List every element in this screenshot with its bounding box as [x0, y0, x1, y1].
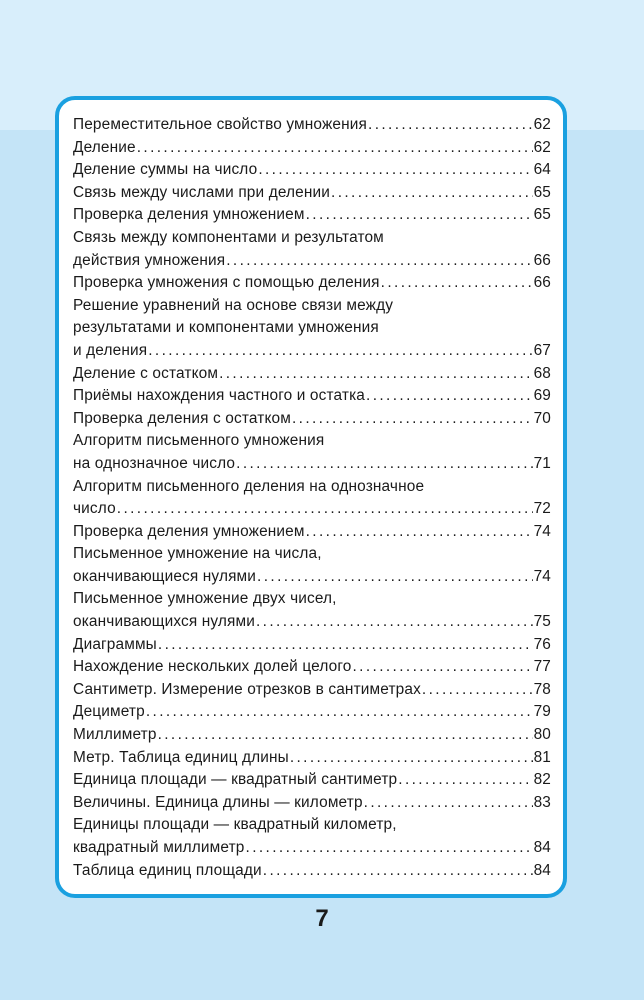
dot-leader — [146, 701, 533, 724]
toc-entry-page: 78 — [533, 680, 551, 698]
toc-entry-title: и деления — [73, 341, 148, 359]
toc-entry-title: число — [73, 500, 116, 518]
toc-entry-title: Связь между числами при делении — [73, 183, 331, 201]
toc-entry-title: Метр. Таблица единиц длины — [73, 748, 289, 766]
toc-entry-page: 66 — [533, 251, 551, 269]
dot-leader — [290, 747, 533, 770]
dot-leader — [158, 634, 533, 657]
toc-entry-row — [73, 679, 551, 702]
toc-entry-title: Единица площади — квадратный сантиметр — [73, 771, 398, 789]
toc-entry-title: Проверка деления умножением — [73, 522, 305, 540]
toc-entry-row — [73, 611, 551, 634]
dot-leader — [366, 385, 533, 408]
toc-entry-page: 65 — [533, 206, 551, 224]
toc-entry — [73, 814, 551, 859]
toc-entry-page: 77 — [533, 658, 551, 676]
dot-leader — [257, 566, 533, 589]
toc-entry-title: Переместительное свойство умножения — [73, 116, 368, 133]
toc-entry-row — [73, 837, 551, 860]
dot-leader — [292, 408, 533, 431]
toc-entry — [73, 227, 551, 272]
toc-entry — [73, 159, 551, 182]
dot-leader — [158, 724, 533, 747]
toc-entry-page: 84 — [533, 861, 551, 879]
dot-leader — [398, 769, 532, 792]
toc-entry-title: Миллиметр — [73, 726, 157, 744]
toc-entry — [73, 724, 551, 747]
toc-entry-title: Деление — [73, 138, 136, 156]
toc-entry — [73, 137, 551, 160]
toc-entry-row — [73, 724, 551, 747]
toc-entry-row — [73, 521, 551, 544]
dot-leader — [306, 521, 533, 544]
toc-entry — [73, 792, 551, 815]
toc-entry-row — [73, 747, 551, 770]
toc-entry-row — [73, 408, 551, 431]
toc-entry-row — [73, 363, 551, 386]
toc-entry — [73, 385, 551, 408]
dot-leader — [364, 792, 533, 815]
toc-entry-title: оканчивающиеся нулями — [73, 567, 257, 585]
toc-entry-title: Диаграммы — [73, 635, 157, 653]
toc-entry-title-line: Письменное умножение на числа, — [73, 545, 322, 563]
toc-entry-title-line: Алгоритм письменного деления на однозначное — [73, 477, 425, 495]
dot-leader — [219, 363, 533, 386]
toc-entry — [73, 430, 551, 475]
toc-entry-page: 65 — [533, 183, 551, 201]
toc-entry-row — [73, 204, 551, 227]
dot-leader — [256, 611, 533, 634]
table-of-contents — [73, 114, 551, 882]
toc-entry-page: 80 — [533, 726, 551, 744]
dot-leader — [422, 679, 533, 702]
toc-entry-row — [73, 453, 551, 476]
toc-entry-title-line: результатами и компонентами умножения — [73, 319, 379, 337]
toc-entry-page: 74 — [533, 567, 551, 585]
dot-leader — [246, 837, 533, 860]
toc-entry-page: 79 — [533, 703, 551, 721]
toc-entry-row — [73, 792, 551, 815]
toc-entry-title: оканчивающихся нулями — [73, 613, 255, 631]
toc-entry — [73, 588, 551, 633]
dot-leader — [226, 250, 532, 273]
toc-entry-page: 72 — [533, 500, 551, 518]
toc-entry-title: Приёмы нахождения частного и остатка — [73, 387, 366, 405]
toc-entry-title: Сантиметр. Измерение отрезков в сантиметрах — [73, 680, 421, 698]
dot-leader — [263, 860, 533, 883]
toc-entry-row — [73, 182, 551, 205]
toc-entry-title: Таблица единиц площади — [73, 861, 262, 879]
toc-entry-title-line: Алгоритм письменного умножения — [73, 432, 325, 450]
toc-entry-row — [73, 340, 551, 363]
toc-entry-row — [73, 137, 551, 160]
toc-entry — [73, 521, 551, 544]
toc-entry — [73, 182, 551, 205]
toc-entry-page: 68 — [533, 364, 551, 382]
toc-entry-row — [73, 114, 551, 137]
toc-entry-title: Деление суммы на число — [73, 161, 258, 179]
toc-entry-page: 81 — [533, 748, 551, 766]
toc-entry — [73, 701, 551, 724]
dot-leader — [236, 453, 532, 476]
toc-entry-title: на однозначное число — [73, 454, 236, 472]
toc-entry-title: Величины. Единица длины — километр — [73, 793, 363, 811]
toc-entry-title: Дециметр — [73, 703, 145, 721]
toc-entry-title: Проверка деления умножением — [73, 206, 305, 224]
toc-entry-page: 62 — [533, 138, 551, 156]
dot-leader — [368, 114, 533, 137]
toc-entry — [73, 363, 551, 386]
toc-entry — [73, 747, 551, 770]
toc-entry-title: действия умножения — [73, 251, 226, 269]
toc-entry-page: 66 — [533, 274, 551, 292]
toc-entry-row — [73, 701, 551, 724]
toc-entry — [73, 272, 551, 295]
toc-entry — [73, 543, 551, 588]
toc-entry-page: 84 — [533, 839, 551, 856]
toc-entry-row — [73, 566, 551, 589]
toc-entry-row — [73, 634, 551, 657]
toc-entry-row — [73, 656, 551, 679]
toc-entry-page: 70 — [533, 409, 551, 427]
toc-entry-title: Проверка умножения с помощью деления — [73, 274, 380, 292]
dot-leader — [117, 498, 533, 521]
toc-entry-row — [73, 769, 551, 792]
dot-leader — [148, 340, 532, 363]
dot-leader — [306, 204, 533, 227]
toc-entry-row — [73, 272, 551, 295]
toc-entry — [73, 114, 551, 137]
toc-entry-title: Проверка деления с остатком — [73, 409, 291, 427]
dot-leader — [331, 182, 533, 205]
toc-entry-row — [73, 498, 551, 521]
dot-leader — [258, 159, 532, 182]
toc-entry — [73, 295, 551, 363]
page-number: 7 — [315, 905, 329, 932]
dot-leader — [381, 272, 533, 295]
toc-entry-title-line: Письменное умножение двух чисел, — [73, 590, 337, 608]
toc-entry-page: 76 — [533, 635, 551, 653]
toc-entry-page: 74 — [533, 522, 551, 540]
toc-entry-page: 64 — [533, 161, 551, 179]
toc-entry-page: 82 — [533, 771, 551, 789]
toc-entry-row — [73, 860, 551, 883]
toc-entry — [73, 204, 551, 227]
toc-entry-row — [73, 159, 551, 182]
toc-entry-page: 71 — [533, 454, 551, 472]
toc-entry-page: 83 — [533, 793, 551, 811]
toc-entry — [73, 860, 551, 883]
toc-entry-title-line: Решение уравнений на основе связи между — [73, 296, 394, 314]
toc-entry-page: 75 — [533, 613, 551, 631]
dot-leader — [137, 137, 533, 160]
toc-entry-title: Нахождение нескольких долей целого — [73, 658, 352, 676]
toc-entry-title-line: Связь между компонентами и результатом — [73, 228, 384, 246]
toc-entry-title: Деление с остатком — [73, 364, 219, 382]
toc-entry — [73, 408, 551, 431]
toc-entry-row — [73, 385, 551, 408]
toc-entry — [73, 656, 551, 679]
toc-entry — [73, 634, 551, 657]
toc-entry-page: 62 — [533, 116, 551, 133]
toc-entry-title: квадратный миллиметр — [73, 839, 245, 856]
toc-entry — [73, 769, 551, 792]
toc-entry-title-line: Единицы площади — квадратный километр, — [73, 816, 397, 834]
dot-leader — [353, 656, 533, 679]
toc-entry — [73, 476, 551, 521]
toc-entry-page: 69 — [533, 387, 551, 405]
toc-entry-row — [73, 250, 551, 273]
toc-entry — [73, 679, 551, 702]
toc-entry-page: 67 — [533, 341, 551, 359]
